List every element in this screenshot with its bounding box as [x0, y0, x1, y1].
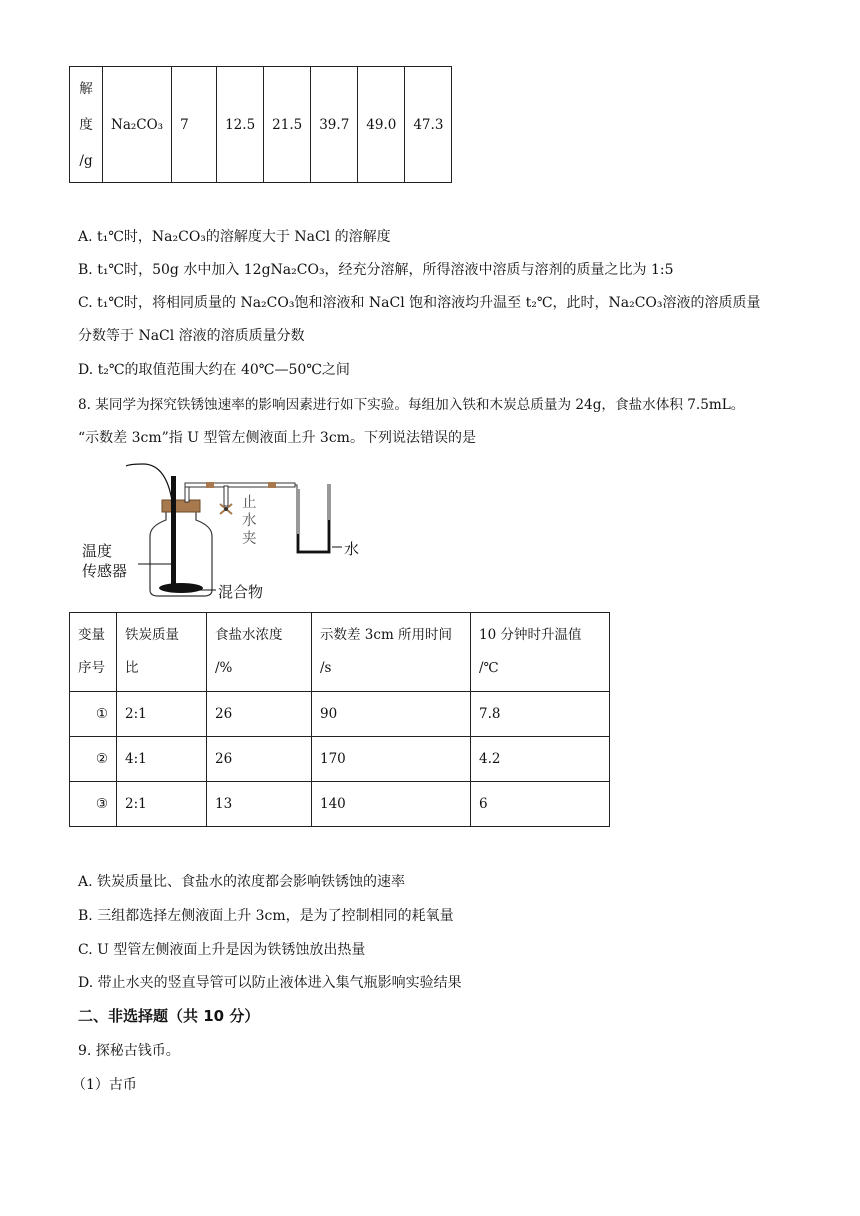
q7-option-a: A. t₁℃时，Na₂CO₃的溶解度大于 NaCl 的溶解度 [78, 229, 391, 245]
sensor-label: 温度 传感器 [82, 542, 128, 580]
header-cell: 食盐水浓度 /% [207, 613, 312, 692]
section-heading: 二、非选择题（共 10 分） [78, 1007, 260, 1025]
table-row: ② 4:1 26 170 4.2 [70, 737, 610, 782]
stopper [162, 500, 200, 512]
solubility-label-cell: 解 度 /g [70, 67, 103, 183]
q8-stem-line1: 8. 某同学为探究铁锈蚀速率的影响因素进行如下实验。每组加入铁和木炭总质量为 24g，食盐水体积 7.5mL。 [78, 397, 745, 413]
clamp-label: 止 水 夹 [242, 495, 257, 547]
header-cell: 铁炭质量 比 [117, 613, 207, 692]
water-label: 水 [344, 540, 360, 558]
u-tube-water [297, 520, 330, 553]
q8-option-b: B. 三组都选择左侧液面上升 3cm，是为了控制相同的耗氧量 [78, 908, 454, 924]
experiment-table [69, 612, 610, 827]
q9-part1: （1）古币 [72, 1077, 137, 1093]
table-row: ① 2:1 26 90 7.8 [70, 692, 610, 737]
value-cell: 39.7 [311, 67, 358, 183]
value-cell: 47.3 [405, 67, 452, 183]
q8-stem-line2: “示数差 3cm”指 U 型管左侧液面上升 3cm。下列说法错误的是 [78, 430, 476, 446]
header-cell: 变量 序号 [70, 613, 117, 692]
table-header-row [70, 613, 610, 692]
header-cell: 10 分钟时升温值 /℃ [471, 613, 610, 692]
q7-option-c-line2: 分数等于 NaCl 溶液的溶质质量分数 [78, 328, 305, 344]
mixture [159, 583, 203, 593]
q8-option-d: D. 带止水夹的竖直导管可以防止液体进入集气瓶影响实验结果 [78, 975, 462, 991]
substance-cell: Na₂CO₃ [103, 67, 172, 183]
q7-option-c-line1: C. t₁℃时，将相同质量的 Na₂CO₃饱和溶液和 NaCl 饱和溶液均升温至 t₂℃，此时，Na₂CO₃溶液的溶质质量 [78, 295, 761, 311]
q7-option-b: B. t₁℃时，50g 水中加入 12gNa₂CO₃，经充分溶解，所得溶液中溶质与溶剂的质量之比为 1:5 [78, 262, 674, 278]
q9-stem: 9. 探秘古钱币。 [78, 1043, 180, 1059]
header-cell: 示数差 3cm 所用时间 /s [312, 613, 471, 692]
q7-option-d: D. t₂℃的取值范围大约在 40℃—50℃之间 [78, 362, 350, 378]
connecting-tube [185, 483, 295, 487]
value-cell: 49.0 [358, 67, 405, 183]
q8-option-c: C. U 型管左侧液面上升是因为铁锈蚀放出热量 [78, 942, 366, 958]
table-row: ③ 2:1 13 140 6 [70, 782, 610, 827]
value-cell: 21.5 [264, 67, 311, 183]
value-cell: 12.5 [217, 67, 264, 183]
solubility-table [69, 66, 452, 183]
mixture-label: 混合物 [218, 583, 264, 601]
value-cell: 7 [172, 67, 217, 183]
temperature-sensor-rod [171, 476, 176, 588]
q8-option-a: A. 铁炭质量比、食盐水的浓度都会影响铁锈蚀的速率 [78, 874, 406, 890]
